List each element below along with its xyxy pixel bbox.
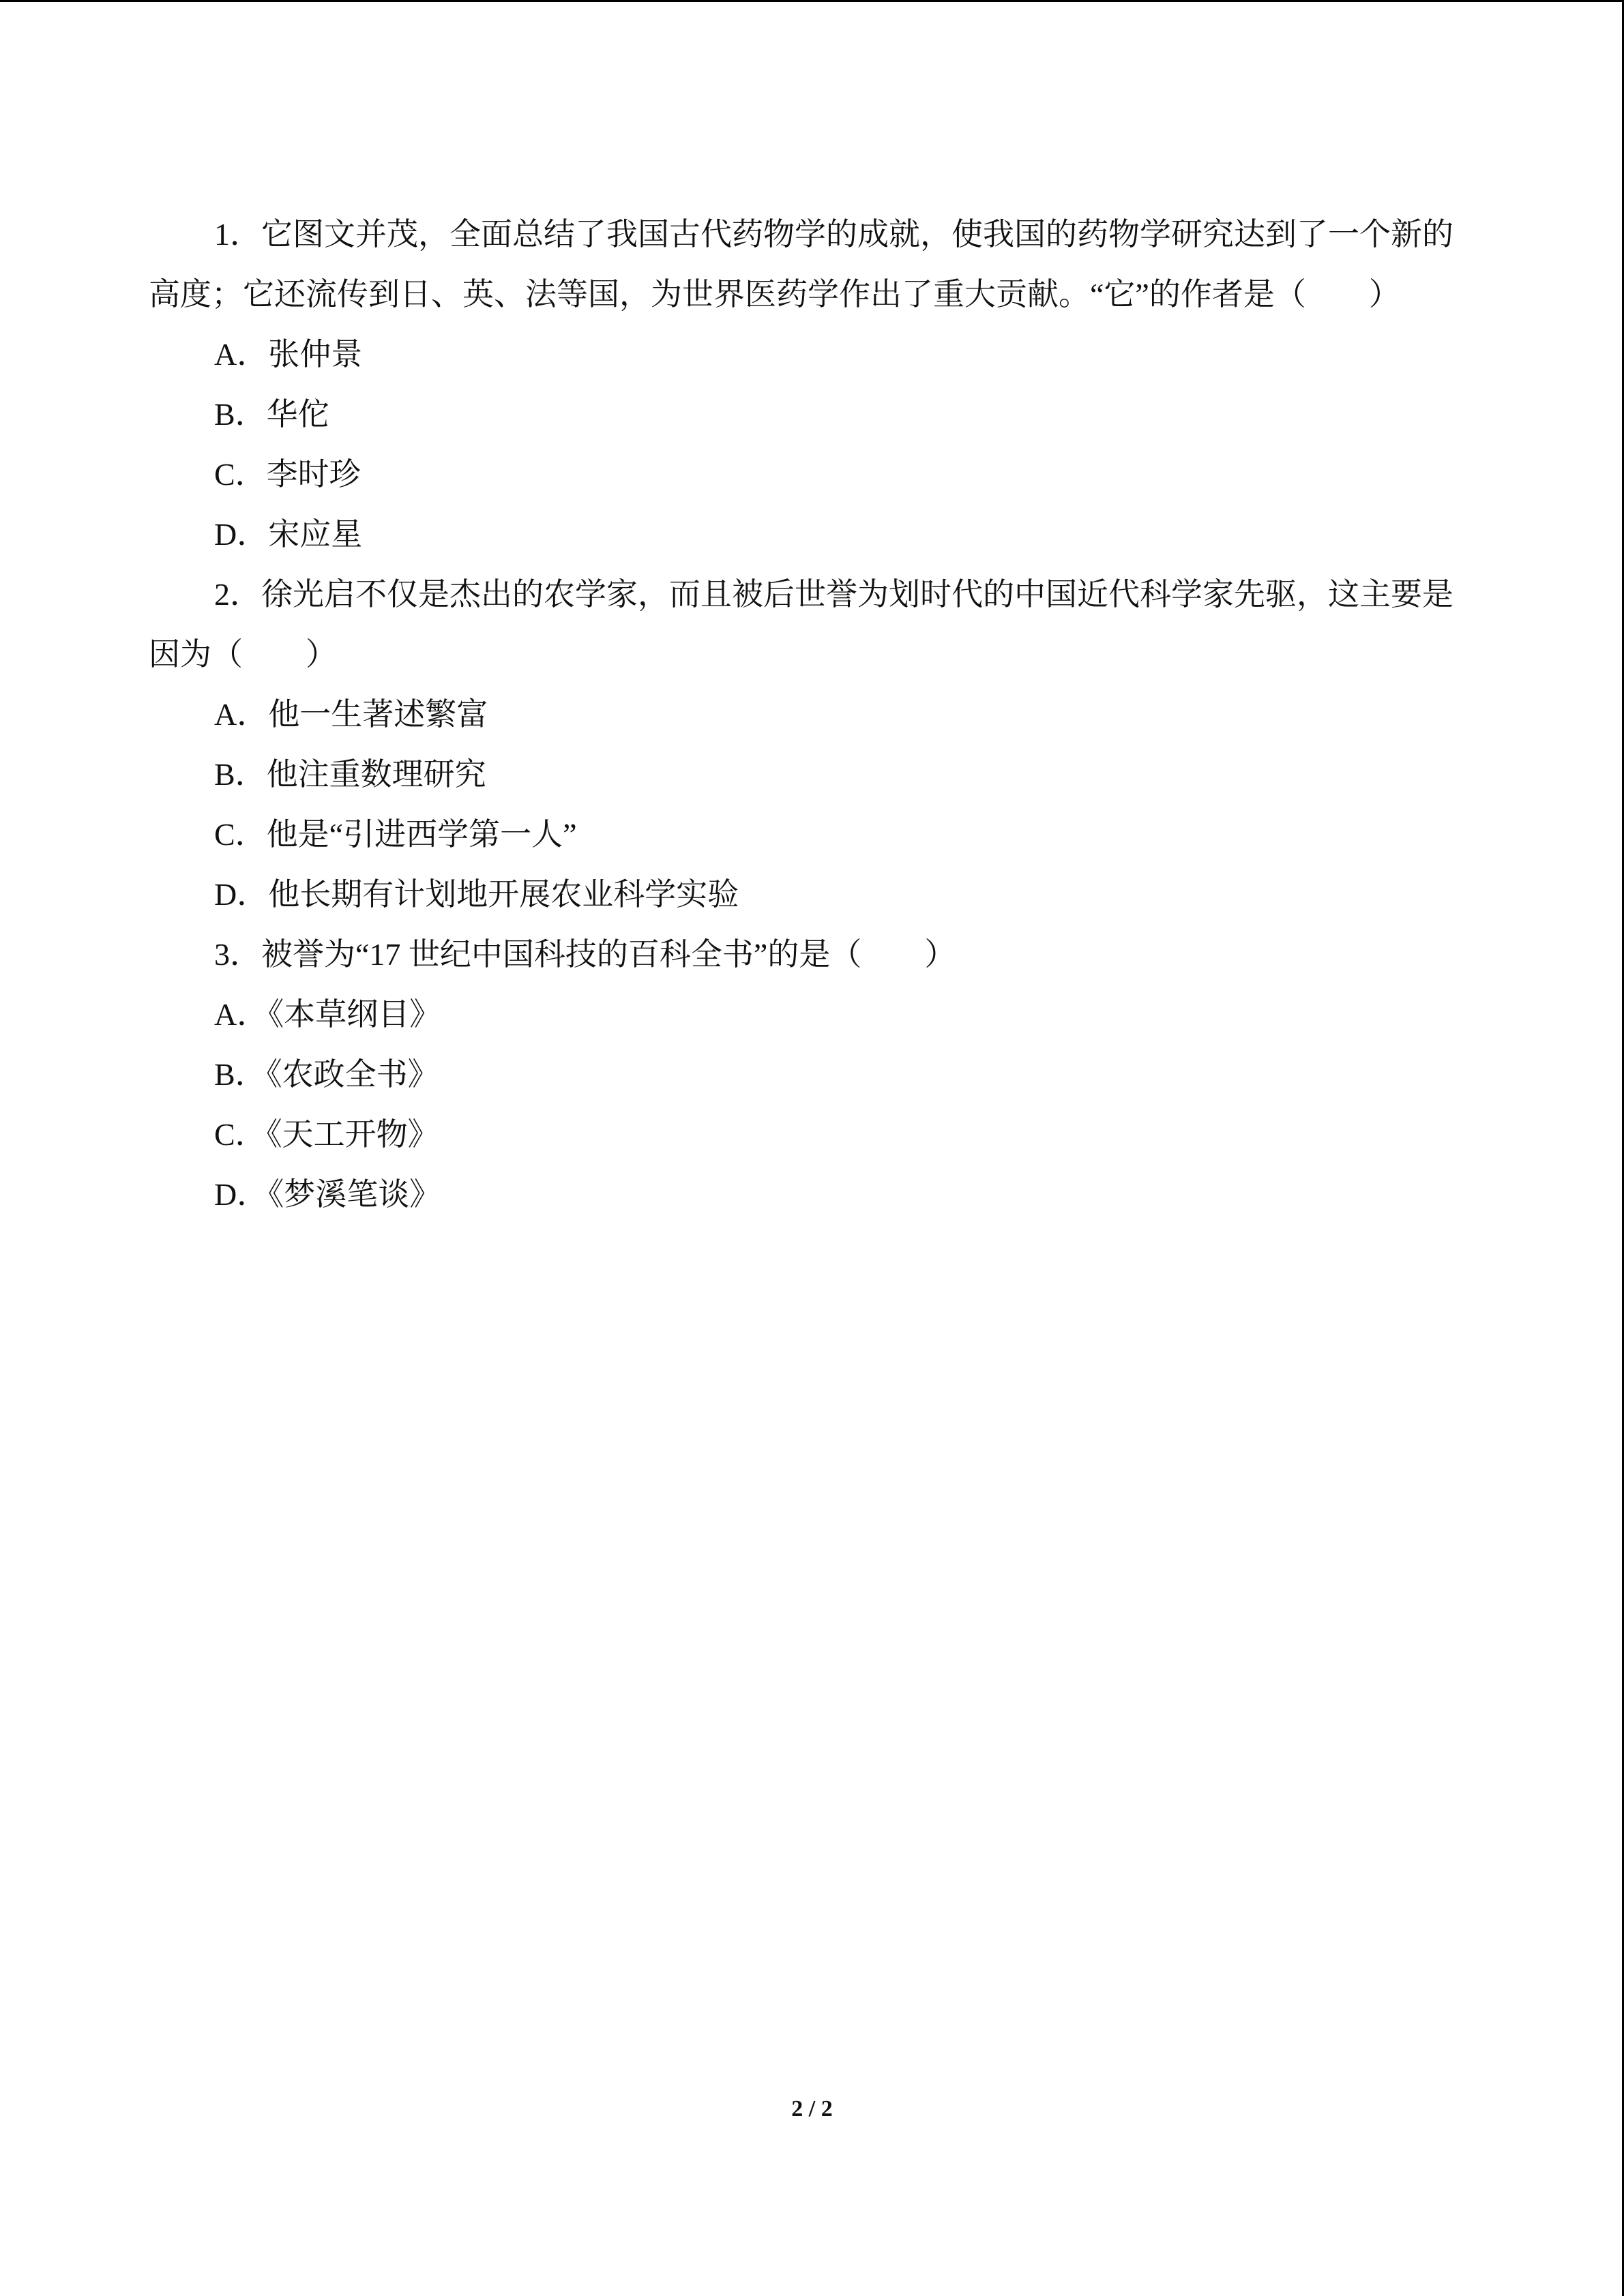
page-number: 2 / 2 <box>791 2096 833 2121</box>
question-1-option-a: A．张仲景 <box>214 337 363 372</box>
question-2-option-a: A．他一生著述繁富 <box>214 697 488 732</box>
question-2-option-c: C．他是“引进西学第一人” <box>214 817 577 852</box>
document-body <box>149 205 1475 1225</box>
question-3-option-b: B．《农政全书》 <box>214 1057 439 1092</box>
question-1-option-d: D．宋应星 <box>214 517 363 552</box>
question-1-option-c: C．李时珍 <box>214 457 361 492</box>
question-1-option-b: B．华佗 <box>214 397 329 432</box>
question-3-option-c: C．《天工开物》 <box>214 1117 439 1152</box>
question-2-option-b: B．他注重数理研究 <box>214 757 486 792</box>
question-2-option-d: D．他长期有计划地开展农业科学实验 <box>214 877 739 912</box>
page-border-top <box>0 0 1624 2</box>
question-1-stem: 1．它图文并茂，全面总结了我国古代药物学的成就，使我国的药物学研究达到了一个新的高度；它还流传到日、英、法等国，为世界医药学作出了重大贡献。“它”的作者是（ ） <box>149 217 1453 312</box>
question-3-option-d: D．《梦溪笔谈》 <box>214 1177 441 1212</box>
question-3-option-a: A．《本草纲目》 <box>214 997 441 1032</box>
question-3-stem: 3．被誉为“17 世纪中国科技的百科全书”的是（ ） <box>214 937 956 972</box>
question-2-stem: 2．徐光启不仅是杰出的农学家，而且被后世誉为划时代的中国近代科学家先驱，这主要是因为（ ） <box>149 577 1453 672</box>
